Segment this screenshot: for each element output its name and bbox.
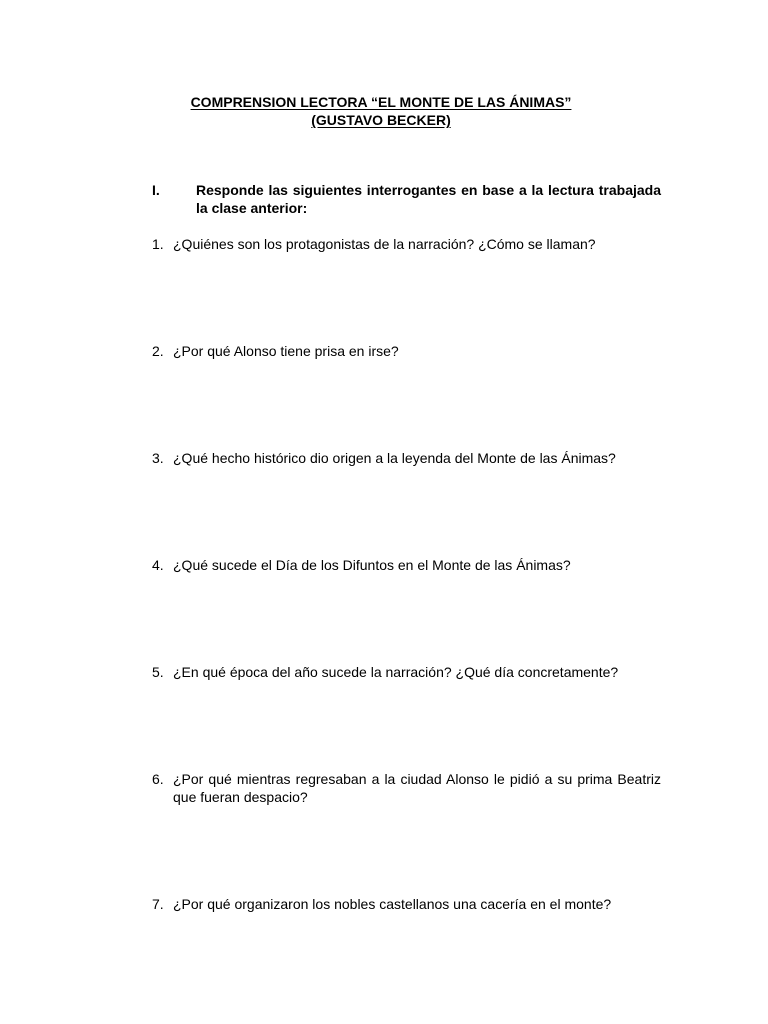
question-text: ¿Por qué mientras regresaban a la ciudad Alonso le pidió a su prima Beatriz que fueran despacio?	[173, 771, 661, 805]
question-item	[152, 663, 661, 681]
question-number: 7.	[152, 896, 164, 912]
question-number: 3.	[152, 450, 164, 466]
question-text: ¿Qué hecho histórico dio origen a la leyenda del Monte de las Ánimas?	[173, 450, 616, 466]
question-item	[152, 556, 661, 574]
question-item	[152, 770, 661, 806]
question-text: ¿Qué sucede el Día de los Difuntos en el Monte de las Ánimas?	[173, 557, 571, 573]
question-item	[152, 449, 661, 467]
question-text: ¿En qué época del año sucede la narración? ¿Qué día concretamente?	[173, 664, 619, 680]
section-instruction	[152, 181, 661, 217]
question-text: ¿Por qué Alonso tiene prisa en irse?	[173, 343, 399, 359]
section-number: I.	[152, 182, 160, 198]
section-instruction-text: Responde las siguientes interrogantes en base a la lectura trabajada la clase anterior:	[196, 182, 661, 216]
question-item	[152, 235, 661, 253]
question-number: 1.	[152, 236, 164, 252]
question-text: ¿Por qué organizaron los nobles castellanos una cacería en el monte?	[173, 896, 612, 912]
question-text: ¿Quiénes son los protagonistas de la narración? ¿Cómo se llaman?	[173, 236, 596, 252]
question-number: 5.	[152, 664, 164, 680]
question-item	[152, 895, 661, 913]
question-number: 4.	[152, 557, 164, 573]
document-title: COMPRENSION LECTORA “EL MONTE DE LAS ÁNIMAS”	[190, 94, 572, 110]
question-item	[152, 342, 661, 360]
question-number: 2.	[152, 343, 164, 359]
question-number: 6.	[152, 771, 164, 787]
document-subtitle-author: (GUSTAVO BECKER)	[311, 112, 451, 128]
